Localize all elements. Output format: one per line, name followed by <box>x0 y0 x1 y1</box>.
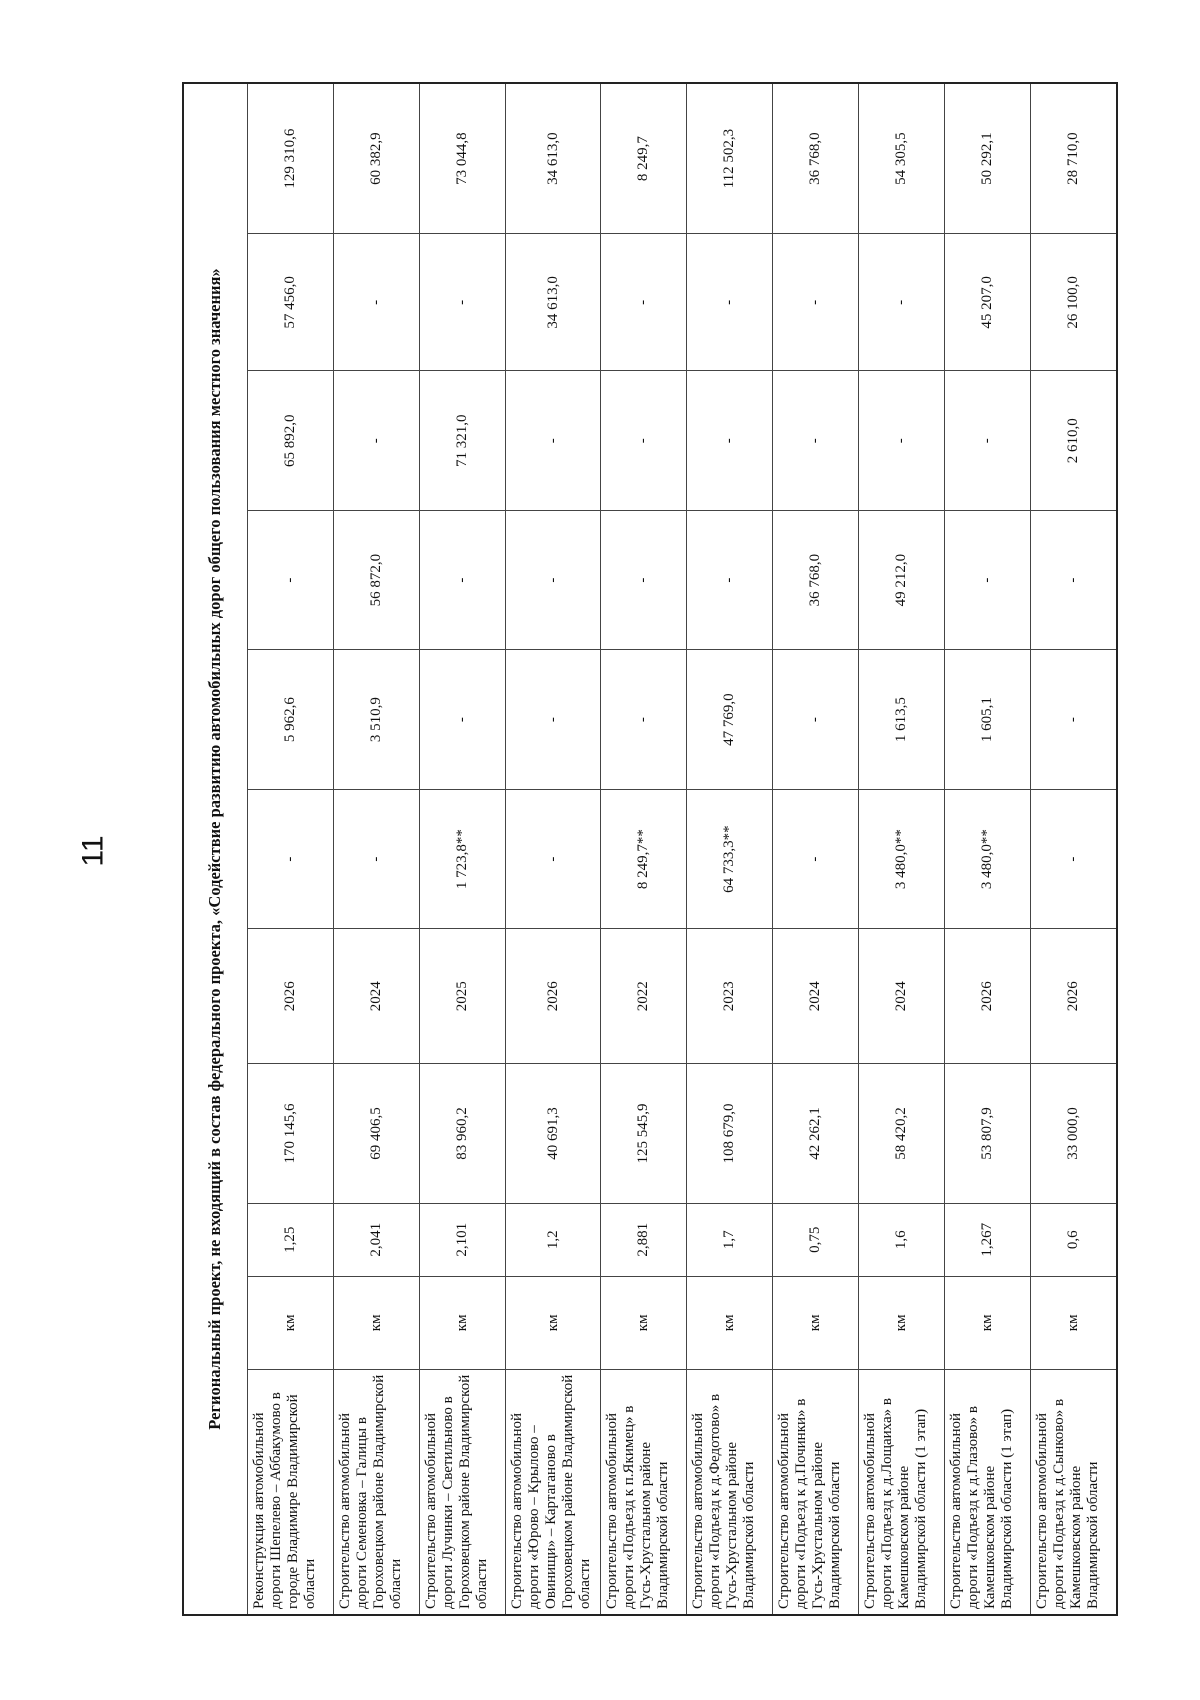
total-cost-cell: 40 691,3 <box>505 1064 600 1203</box>
amount-cell-3: 56 872,0 <box>333 510 419 649</box>
amount-cell-3: 36 768,0 <box>773 510 859 649</box>
table-row <box>419 83 505 1615</box>
amount-cell-1: 3 480,0** <box>944 789 1030 928</box>
unit-cell: км <box>687 1276 773 1369</box>
project-name-cell: Строительство автомобильной дороги «Юрово – Крылово – Овинищи» – Картаганово в Гороховецком районе Владимирской области <box>505 1369 600 1615</box>
amount-cell-total: 36 768,0 <box>773 83 859 234</box>
amount-cell-1: - <box>773 789 859 928</box>
length-cell: 0,75 <box>773 1203 859 1276</box>
project-name-cell: Строительство автомобильной дороги «Подъезд к п.Якимец» в Гусь-Хрустальном районе Владимирской области <box>601 1369 687 1615</box>
amount-cell-5: - <box>333 234 419 371</box>
projects-table <box>182 82 1118 1616</box>
table-row <box>858 83 944 1615</box>
amount-cell-5: 57 456,0 <box>247 234 333 371</box>
year-cell: 2026 <box>247 929 333 1064</box>
amount-cell-total: 129 310,6 <box>247 83 333 234</box>
amount-cell-total: 60 382,9 <box>333 83 419 234</box>
project-name-cell: Строительство автомобильной дороги Лучинки – Светильново в Гороховецком районе Владимирской области <box>419 1369 505 1615</box>
year-cell: 2026 <box>1030 929 1117 1064</box>
length-cell: 1,7 <box>687 1203 773 1276</box>
unit-cell: км <box>944 1276 1030 1369</box>
amount-cell-2: - <box>505 650 600 789</box>
year-cell: 2024 <box>773 929 859 1064</box>
amount-cell-4: - <box>505 371 600 510</box>
amount-cell-4: - <box>773 371 859 510</box>
total-cost-cell: 108 679,0 <box>687 1064 773 1203</box>
amount-cell-total: 73 044,8 <box>419 83 505 234</box>
amount-cell-1: - <box>1030 789 1117 928</box>
total-cost-cell: 42 262,1 <box>773 1064 859 1203</box>
project-name-cell: Реконструкция автомобильной дороги Шепелево – Аббакумово в городе Владимире Владимирской области <box>247 1369 333 1615</box>
amount-cell-2: 1 613,5 <box>858 650 944 789</box>
amount-cell-1: 64 733,3** <box>687 789 773 928</box>
table-row <box>687 83 773 1615</box>
length-cell: 1,25 <box>247 1203 333 1276</box>
amount-cell-1: - <box>333 789 419 928</box>
total-cost-cell: 58 420,2 <box>858 1064 944 1203</box>
amount-cell-2: 1 605,1 <box>944 650 1030 789</box>
amount-cell-1: - <box>505 789 600 928</box>
amount-cell-total: 28 710,0 <box>1030 83 1117 234</box>
table-row <box>1030 83 1117 1615</box>
year-cell: 2024 <box>333 929 419 1064</box>
page-number: 11 <box>76 835 110 867</box>
year-cell: 2024 <box>858 929 944 1064</box>
amount-cell-3: - <box>247 510 333 649</box>
total-cost-cell: 69 406,5 <box>333 1064 419 1203</box>
amount-cell-4: - <box>687 371 773 510</box>
amount-cell-total: 50 292,1 <box>944 83 1030 234</box>
amount-cell-2: 3 510,9 <box>333 650 419 789</box>
amount-cell-3: - <box>944 510 1030 649</box>
table-row <box>333 83 419 1615</box>
year-cell: 2026 <box>505 929 600 1064</box>
amount-cell-4: - <box>858 371 944 510</box>
total-cost-cell: 125 545,9 <box>601 1064 687 1203</box>
amount-cell-4: 2 610,0 <box>1030 371 1117 510</box>
amount-cell-4: 71 321,0 <box>419 371 505 510</box>
project-name-cell: Строительство автомобильной дороги «Подъезд к д.Глазово» в Камешковском районе Владимирской области (1 этап) <box>944 1369 1030 1615</box>
year-cell: 2026 <box>944 929 1030 1064</box>
unit-cell: км <box>1030 1276 1117 1369</box>
project-name-cell: Строительство автомобильной дороги Семеновка – Галицы в Гороховецком районе Владимирской области <box>333 1369 419 1615</box>
amount-cell-5: 26 100,0 <box>1030 234 1117 371</box>
amount-cell-total: 8 249,7 <box>601 83 687 234</box>
amount-cell-5: - <box>601 234 687 371</box>
unit-cell: км <box>601 1276 687 1369</box>
project-name-cell: Строительство автомобильной дороги «Подъезд к д.Починки» в Гусь-Хрустальном районе Владимирской области <box>773 1369 859 1615</box>
length-cell: 2,881 <box>601 1203 687 1276</box>
amount-cell-1: - <box>247 789 333 928</box>
amount-cell-1: 1 723,8** <box>419 789 505 928</box>
amount-cell-5: - <box>419 234 505 371</box>
length-cell: 1,6 <box>858 1203 944 1276</box>
amount-cell-2: 5 962,6 <box>247 650 333 789</box>
amount-cell-3: - <box>687 510 773 649</box>
amount-cell-5: - <box>773 234 859 371</box>
amount-cell-5: 45 207,0 <box>944 234 1030 371</box>
amount-cell-3: - <box>419 510 505 649</box>
year-cell: 2025 <box>419 929 505 1064</box>
amount-cell-2: - <box>773 650 859 789</box>
amount-cell-1: 8 249,7** <box>601 789 687 928</box>
project-name-cell: Строительство автомобильной дороги «Подъезд к д.Федотово» в Гусь-Хрустальном районе Владимирской области <box>687 1369 773 1615</box>
table-container <box>182 82 1118 1616</box>
unit-cell: км <box>333 1276 419 1369</box>
total-cost-cell: 33 000,0 <box>1030 1064 1117 1203</box>
amount-cell-4: - <box>333 371 419 510</box>
amount-cell-5: - <box>687 234 773 371</box>
project-name-cell: Строительство автомобильной дороги «Подъезд к д.Лощаиха» в Камешковском районе Владимирской области (1 этап) <box>858 1369 944 1615</box>
total-cost-cell: 170 145,6 <box>247 1064 333 1203</box>
amount-cell-3: 49 212,0 <box>858 510 944 649</box>
year-cell: 2022 <box>601 929 687 1064</box>
amount-cell-2: 47 769,0 <box>687 650 773 789</box>
amount-cell-2: - <box>1030 650 1117 789</box>
amount-cell-total: 34 613,0 <box>505 83 600 234</box>
total-cost-cell: 53 807,9 <box>944 1064 1030 1203</box>
unit-cell: км <box>858 1276 944 1369</box>
section-header: Региональный проект, не входящий в состав федерального проекта, «Содействие развитию автомобильных дорог общего пользования местного значения» <box>183 83 247 1615</box>
table-row <box>505 83 600 1615</box>
unit-cell: км <box>247 1276 333 1369</box>
amount-cell-5: - <box>858 234 944 371</box>
length-cell: 2,101 <box>419 1203 505 1276</box>
amount-cell-2: - <box>601 650 687 789</box>
total-cost-cell: 83 960,2 <box>419 1064 505 1203</box>
amount-cell-4: - <box>601 371 687 510</box>
unit-cell: км <box>773 1276 859 1369</box>
unit-cell: км <box>505 1276 600 1369</box>
amount-cell-5: 34 613,0 <box>505 234 600 371</box>
amount-cell-4: - <box>944 371 1030 510</box>
amount-cell-1: 3 480,0** <box>858 789 944 928</box>
amount-cell-4: 65 892,0 <box>247 371 333 510</box>
length-cell: 1,267 <box>944 1203 1030 1276</box>
length-cell: 2,041 <box>333 1203 419 1276</box>
project-name-cell: Строительство автомобильной дороги «Подъезд к д.Сынково» в Камешковском районе Владимирской области <box>1030 1369 1117 1615</box>
table-row <box>247 83 333 1615</box>
amount-cell-2: - <box>419 650 505 789</box>
length-cell: 1,2 <box>505 1203 600 1276</box>
table-row <box>601 83 687 1615</box>
amount-cell-total: 112 502,3 <box>687 83 773 234</box>
length-cell: 0,6 <box>1030 1203 1117 1276</box>
amount-cell-3: - <box>505 510 600 649</box>
table-row <box>773 83 859 1615</box>
amount-cell-total: 54 305,5 <box>858 83 944 234</box>
amount-cell-3: - <box>1030 510 1117 649</box>
table-row <box>944 83 1030 1615</box>
amount-cell-3: - <box>601 510 687 649</box>
unit-cell: км <box>419 1276 505 1369</box>
year-cell: 2023 <box>687 929 773 1064</box>
